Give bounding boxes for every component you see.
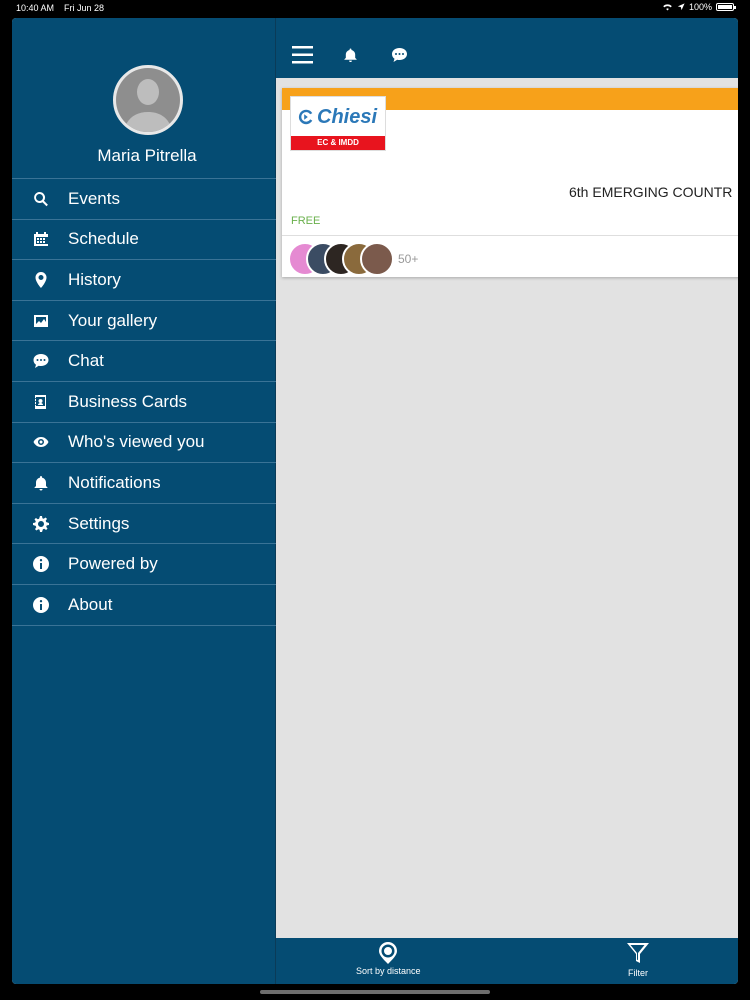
- filter-label: Filter: [628, 968, 648, 978]
- avatar[interactable]: [113, 65, 183, 135]
- attendee-list[interactable]: [288, 242, 418, 276]
- sidebar-item-notifications[interactable]: [12, 463, 276, 504]
- sidebar-menu: [12, 178, 276, 626]
- user-silhouette-icon: [116, 68, 180, 132]
- sidebar-item-label: Notifications: [68, 472, 161, 492]
- chat-button[interactable]: [390, 47, 409, 63]
- filter-button[interactable]: [626, 942, 650, 978]
- chiesi-logo-mark-icon: [297, 108, 315, 126]
- main-content: [276, 18, 738, 984]
- calendar-icon: [12, 231, 68, 247]
- map-pin-icon: [12, 272, 68, 288]
- card-divider: [282, 235, 738, 236]
- bell-icon: [12, 475, 68, 491]
- event-logo-text: Chiesi: [317, 105, 378, 128]
- event-title: 6th EMERGING COUNTR: [569, 184, 733, 200]
- sidebar-item-settings[interactable]: [12, 504, 276, 545]
- image-icon: [12, 313, 68, 329]
- sidebar-item-gallery[interactable]: [12, 301, 276, 342]
- event-card[interactable]: [282, 88, 738, 277]
- sidebar-item-label: About: [68, 594, 113, 614]
- sidebar-item-label: History: [68, 269, 121, 289]
- app-screen: [12, 18, 738, 984]
- top-bar: [276, 18, 738, 78]
- location-pin-icon: [378, 942, 398, 964]
- sidebar-item-label: Your gallery: [68, 310, 158, 330]
- status-date: Fri Jun 28: [64, 3, 105, 13]
- sort-by-distance-label: Sort by distance: [356, 966, 421, 976]
- info-icon: [12, 556, 68, 572]
- sidebar-item-label: Business Cards: [68, 391, 188, 411]
- sidebar-item-powered-by[interactable]: [12, 544, 276, 585]
- event-logo: [290, 96, 386, 151]
- location-arrow-icon: [677, 3, 685, 11]
- sidebar-item-chat[interactable]: [12, 341, 276, 382]
- sidebar-item-whos-viewed-you[interactable]: [12, 423, 276, 464]
- chat-icon: [12, 353, 68, 369]
- bottom-bar: [276, 938, 738, 984]
- sidebar-item-label: Settings: [68, 513, 130, 533]
- event-logo-brand: [297, 105, 381, 129]
- event-logo-subtext: EC & IMDD: [291, 136, 385, 150]
- sidebar-item-about[interactable]: [12, 585, 276, 626]
- wifi-icon: [662, 3, 673, 11]
- sort-by-distance-button[interactable]: [356, 942, 421, 976]
- sidebar-item-history[interactable]: [12, 260, 276, 301]
- battery-percent: 100%: [688, 2, 712, 12]
- sidebar: [12, 18, 276, 984]
- notifications-button[interactable]: [343, 47, 358, 63]
- filter-icon: [626, 942, 650, 966]
- info-icon: [12, 597, 68, 613]
- status-time: 10:40 AM: [16, 3, 55, 13]
- battery-icon: [716, 3, 734, 11]
- chat-icon: [390, 47, 409, 63]
- menu-toggle-button[interactable]: [292, 46, 313, 64]
- bell-icon: [343, 47, 358, 63]
- status-right: [662, 2, 734, 12]
- attendee-count: 50+: [398, 252, 419, 266]
- gear-icon: [12, 516, 68, 532]
- sidebar-item-events[interactable]: [12, 179, 276, 220]
- sidebar-item-label: Powered by: [68, 554, 158, 574]
- user-name: Maria Pitrella: [97, 146, 197, 165]
- search-icon: [12, 191, 68, 207]
- contact-card-icon: [12, 394, 68, 410]
- sidebar-item-business-cards[interactable]: [12, 382, 276, 423]
- home-indicator: [260, 990, 490, 994]
- sidebar-item-label: Schedule: [68, 229, 139, 249]
- status-bar: [0, 0, 750, 16]
- sidebar-item-label: Who's viewed you: [68, 432, 205, 452]
- eye-icon: [12, 434, 68, 450]
- hamburger-icon: [292, 46, 313, 64]
- sidebar-item-label: Events: [68, 188, 120, 208]
- sidebar-item-label: Chat: [68, 351, 104, 371]
- event-price: FREE: [291, 215, 321, 227]
- attendee-avatar: [360, 242, 394, 276]
- sidebar-item-schedule[interactable]: [12, 220, 276, 261]
